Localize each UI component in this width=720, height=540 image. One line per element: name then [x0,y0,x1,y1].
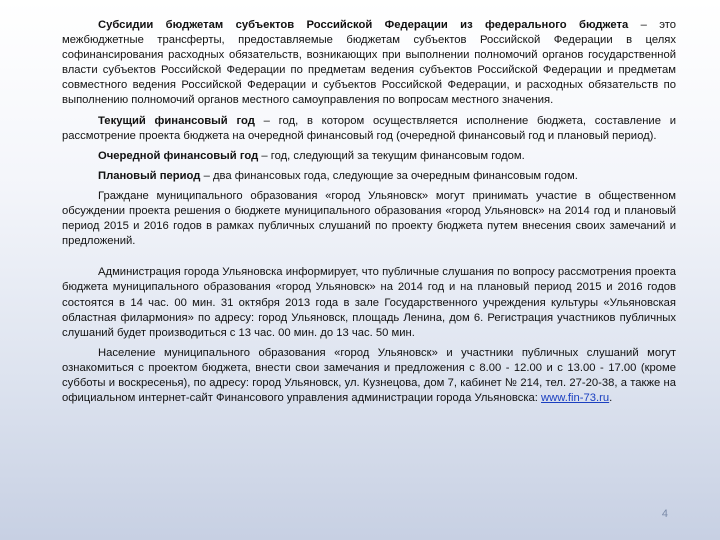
paragraph-current-fiscal-year [62,114,676,144]
contact-info-text: Население муниципального образования «город Ульяновск» и участники публичных слушаний могут ознакомиться с проектом бюджета, внести свои замечания и предложения с 8.00 - 12.00 и с 13.00 - 17.00 (кроме субботы и воскресенья), по адресу: город Ульяновск, ул. Кузнецова, дом 7, кабинет № 214, тел. 27-20-38, а также на официальном интернет-сайт Финансового управления администрации города Ульяновска: [62,346,676,405]
page-number: 4 [661,508,668,520]
paragraph-citizen-participation: Граждане муниципального образования «город Ульяновск» могут принимать участие в общественном обсуждении проекта решения о бюджете муниципального образования «город Ульяновск» на 2014 год и плановый период 2015 и 2016 годов в рамках публичных слушаний по проекту бюджета путем внесения своих замечаний и предложений. [62,189,676,248]
definition-planning-period: – два финансовых года, следующие за очередным финансовым годом. [200,169,578,182]
contact-info-end: . [609,392,613,405]
paragraph-subsidies [62,18,676,109]
term-planning-period: Плановый период [98,169,201,182]
paragraph-contact-info [62,346,676,406]
paragraph-planning-period [62,169,676,184]
term-next-fiscal-year: Очередной финансовый год [98,149,259,162]
term-current-fiscal-year: Текущий финансовый год [98,114,255,127]
term-subsidies: Субсидии бюджетам субъектов Российской Федерации из федерального бюджета [98,19,629,31]
slide-content [62,18,676,518]
website-link[interactable]: www.fin-73.ru [541,392,610,405]
definition-next-fiscal-year: – год, следующий за текущим финансовым годом. [258,149,525,162]
paragraph-hearing-announcement: Администрация города Ульяновска информирует, что публичные слушания по вопросу рассмотрения проекта бюджета муниципального образования «город Ульяновск» на 2014 год и на плановый период 2015 и 2016 годов состоятся в 14 час. 00 мин. 31 октября 2013 года в зале Государственного учреждения культуры «Ульяновская областная филармония» по адресу: город Ульяновск, площадь Ленина, дом 6. Регистрация участников публичных слушаний будет производиться с 13 час. 00 мин. до 13 час. 50 мин. [62,266,676,339]
definition-subsidies: – это межбюджетные трансферты, предоставляемые бюджетам субъектов Российской Федерации в целях софинансирования расходных обязательств, возникающих при выполнении полномочий органов государственной власти субъектов Российской Федерации по предметам ведения субъектов Российской Федерации и предметам совместного ведения Российской Федерации и субъектов Российской Федерации, и расходных обязательств по выполнению полномочий органов местного самоуправления по вопросам местного значения. [62,19,676,107]
paragraph-next-fiscal-year [62,149,676,164]
definition-current-fiscal-year: – год, в котором осуществляется исполнение бюджета, составление и рассмотрение проекта бюджета на очередной финансовый год (очередной финансовый год и плановый период). [62,114,676,142]
